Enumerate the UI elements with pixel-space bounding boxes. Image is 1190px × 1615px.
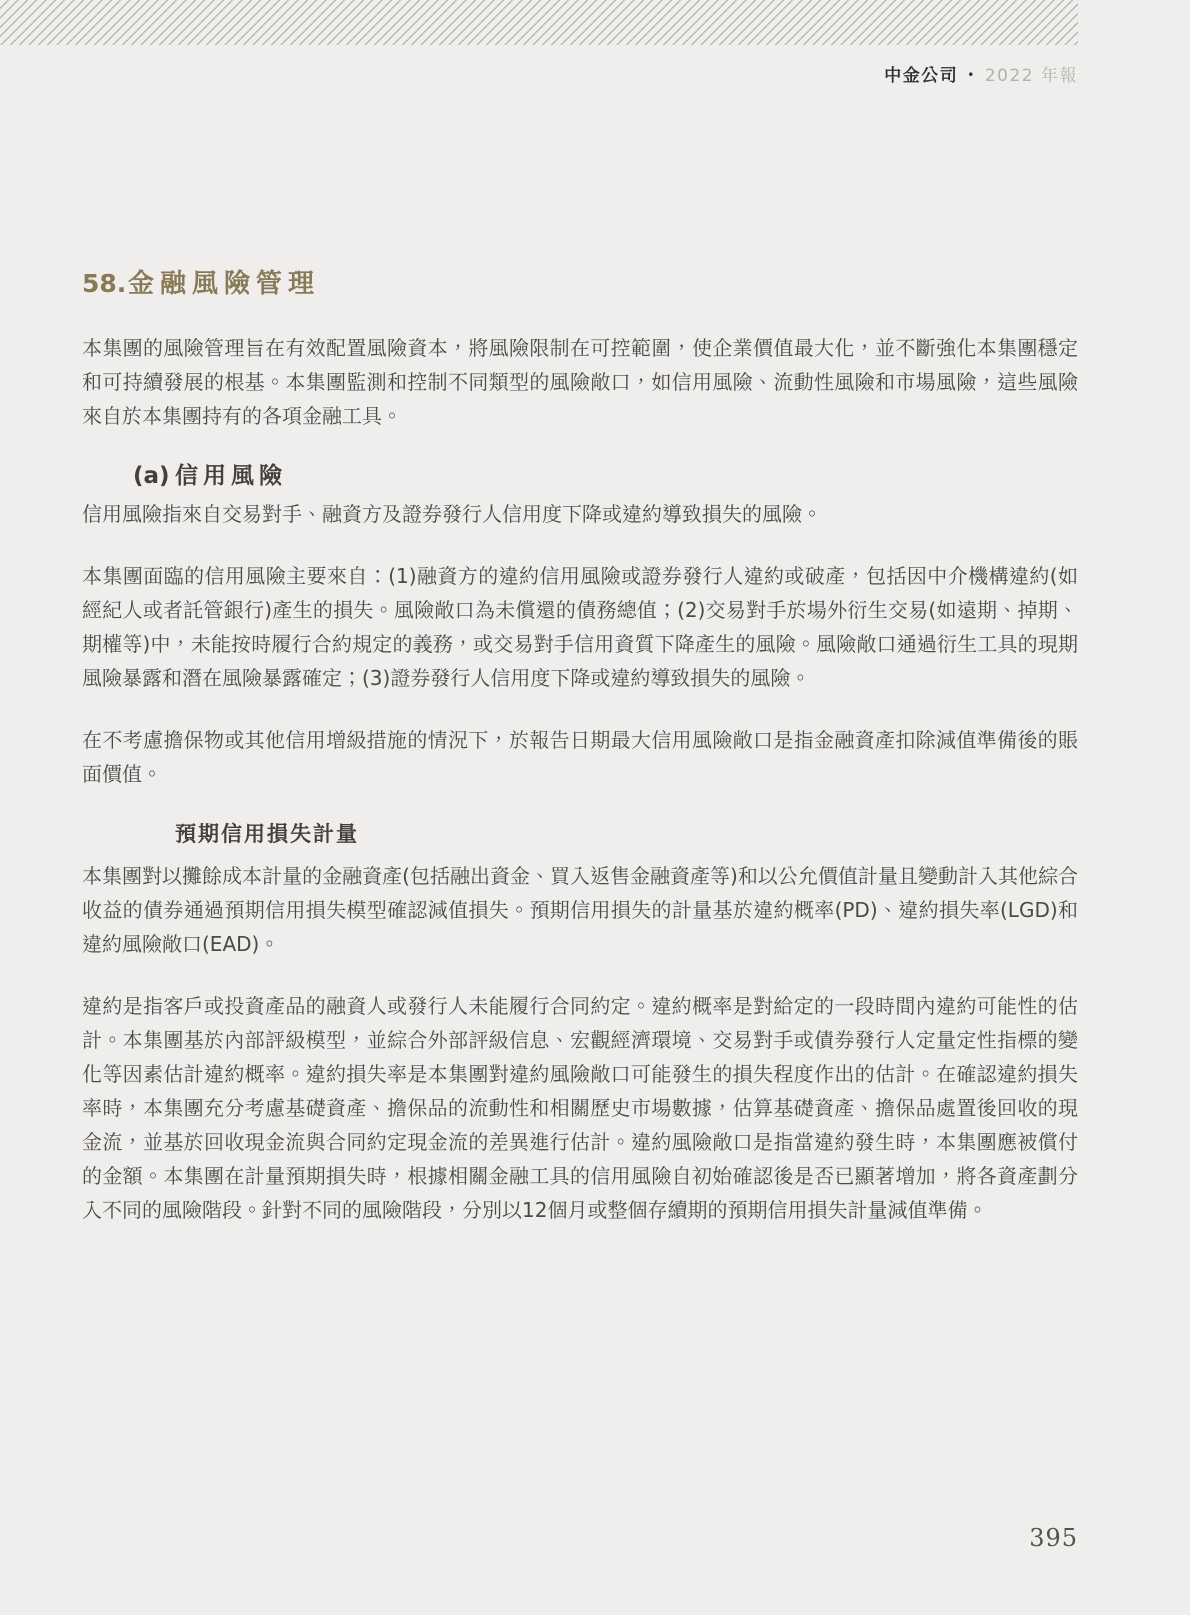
page-number: 395 bbox=[1029, 1524, 1078, 1552]
ecl-heading: 預期信用損失計量 bbox=[175, 822, 359, 846]
subsection-a-heading bbox=[133, 461, 1078, 491]
main-content bbox=[82, 266, 1078, 1255]
credit-risk-sources-paragraph: 本集團面臨的信用風險主要來自：(1)融資方的違約信用風險或證券發行人違約或破產，包括因中介機構違約(如經紀人或者託管銀行)產生的損失。風險敞口為未償還的債務總值；(2)交易對手於場外衍生交易(如遠期、掉期、期權等)中，未能按時履行合約規定的義務，或交易對手信用資質下降產生的風險。風險敞口通過衍生工具的現期風險暴露和潛在風險暴露確定；(3)證券發行人信用度下降或違約導致損失的風險。 bbox=[82, 564, 1078, 690]
section-intro-paragraph: 本集團的風險管理旨在有效配置風險資本，將風險限制在可控範圍，使企業價值最大化，並不斷強化本集團穩定和可持續發展的根基。本集團監測和控制不同類型的風險敞口，如信用風險、流動性風險和市場風險，這些風險來自於本集團持有的各項金融工具。 bbox=[82, 336, 1078, 428]
diagonal-hatch-band bbox=[0, 0, 1078, 45]
ecl-model-paragraph: 本集團對以攤餘成本計量的金融資產(包括融出資金、買入返售金融資產等)和以公允價值計量且變動計入其他綜合收益的債券通過預期信用損失模型確認減值損失。預期信用損失的計量基於違約概率(PD)、違約損失率(LGD)和違約風險敞口(EAD)。 bbox=[82, 864, 1078, 956]
bullet-separator-icon: • bbox=[967, 68, 976, 82]
section-title: 金融風險管理 bbox=[128, 269, 321, 299]
default-definition-paragraph: 違約是指客戶或投資產品的融資人或發行人未能履行合同約定。違約概率是對給定的一段時間內違約可能性的估計。本集團基於內部評級模型，並綜合外部評級信息、宏觀經濟環境、交易對手或債券發行人定量定性指標的變化等因素估計違約概率。違約損失率是本集團對違約風險敞口可能發生的損失程度作出的估計。在確認違約損失率時，本集團充分考慮基礎資產、擔保品的流動性和相關歷史市場數據，估算基礎資產、擔保品處置後回收的現金流，並基於回收現金流與合同約定現金流的差異進行估計。違約風險敞口是指當違約發生時，本集團應被償付的金額。本集團在計量預期損失時，根據相關金融工具的信用風險自初始確認後是否已顯著增加，將各資產劃分入不同的風險階段。針對不同的風險階段，分別以12個月或整個存續期的預期信用損失計量減值準備。 bbox=[82, 994, 1078, 1222]
page-header bbox=[0, 62, 1078, 89]
company-name: 中金公司 bbox=[884, 66, 959, 86]
report-edition: 2022 年報 bbox=[984, 66, 1078, 86]
section-number: 58. bbox=[82, 269, 127, 298]
section-heading bbox=[82, 266, 1078, 305]
subsection-a-label: (a) bbox=[133, 463, 170, 489]
credit-risk-definition-paragraph: 信用風險指來自交易對手、融資方及證券發行人信用度下降或違約導致損失的風險。 bbox=[82, 502, 822, 526]
max-credit-exposure-paragraph: 在不考慮擔保物或其他信用增級措施的情況下，於報告日期最大信用風險敞口是指金融資產扣除減值準備後的賬面價值。 bbox=[82, 728, 1078, 786]
subsection-a-title: 信用風險 bbox=[175, 463, 287, 489]
